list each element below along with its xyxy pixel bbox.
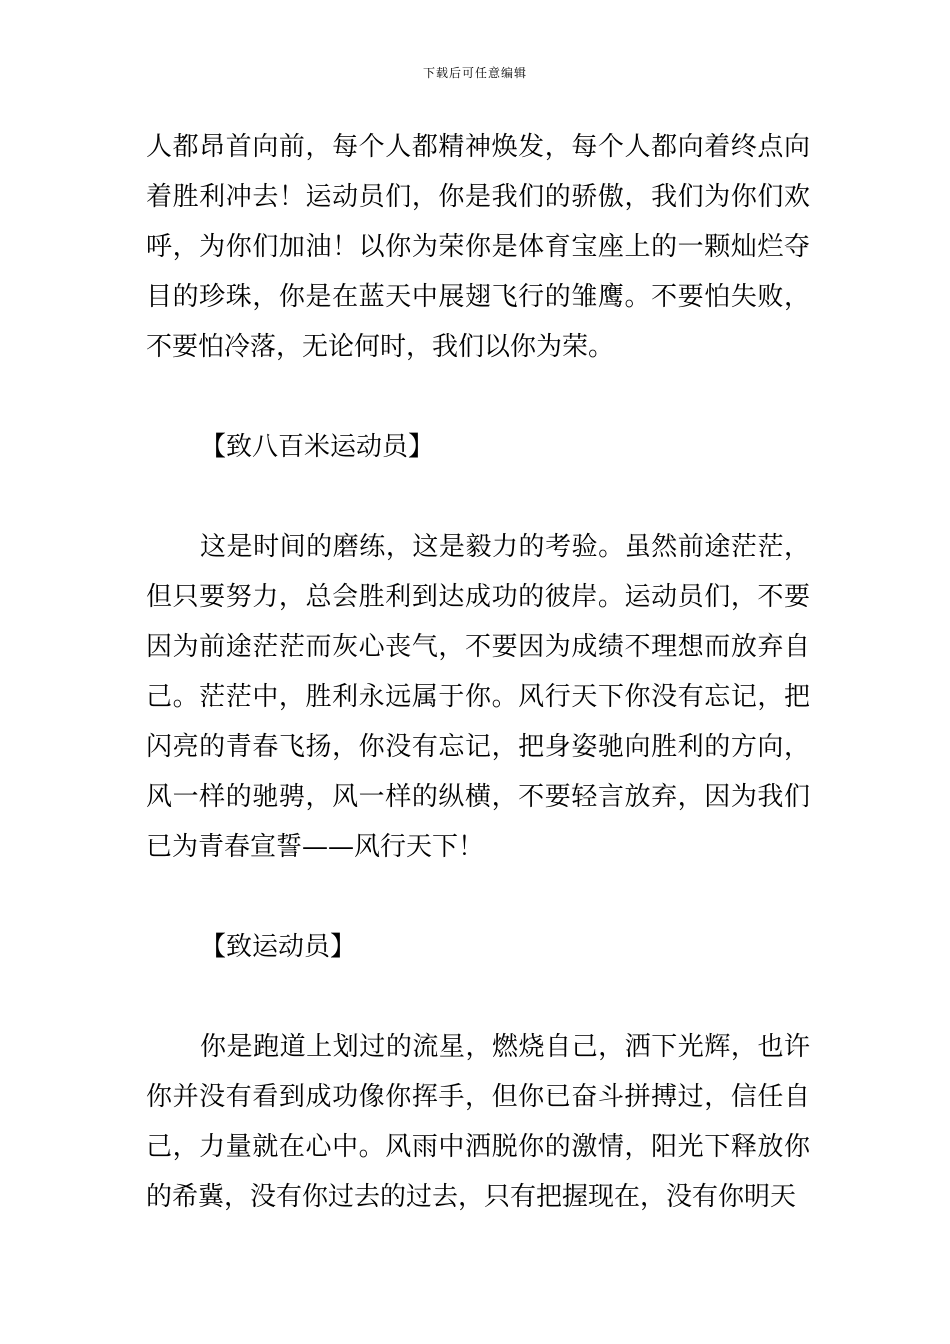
paragraph-spacer: [146, 972, 810, 1022]
document-body: [146, 122, 810, 1222]
paragraph-spacer: [146, 872, 810, 922]
body-paragraph-2: 这是时间的磨练，这是毅力的考验。虽然前途茫茫，但只要努力，总会胜利到达成功的彼岸。运动员们，不要因为前途茫茫而灰心丧气，不要因为成绩不理想而放弃自己。茫茫中，胜利永远属于你。风行天下你没有忘记，把闪亮的青春飞扬，你没有忘记，把身姿驰向胜利的方向，风一样的驰骋，风一样的纵横，不要轻言放弃，因为我们已为青春宣誓——风行天下！: [146, 532, 810, 862]
section-heading-800m: 【致八百米运动员】: [200, 432, 435, 462]
paragraph-spacer: [146, 472, 810, 522]
body-paragraph-3: 你是跑道上划过的流星，燃烧自己，洒下光辉，也许你并没有看到成功像你挥手，但你已奋斗拼搏过，信任自己，力量就在心中。风雨中洒脱你的激情，阳光下释放你的希冀，没有你过去的过去，只有把握现在，没有你明天: [146, 1032, 810, 1212]
paragraph-spacer: [146, 372, 810, 422]
body-paragraph-1: 人都昂首向前，每个人都精神焕发，每个人都向着终点向着胜利冲去！运动员们，你是我们的骄傲，我们为你们欢呼，为你们加油！以你为荣你是体育宝座上的一颗灿烂夺目的珍珠，你是在蓝天中展翅飞行的雏鹰。不要怕失败，不要怕冷落，无论何时，我们以你为荣。: [146, 132, 810, 362]
section-heading-athletes: 【致运动员】: [200, 932, 357, 962]
page-header-caption: 下载后可任意编辑: [422, 66, 527, 80]
